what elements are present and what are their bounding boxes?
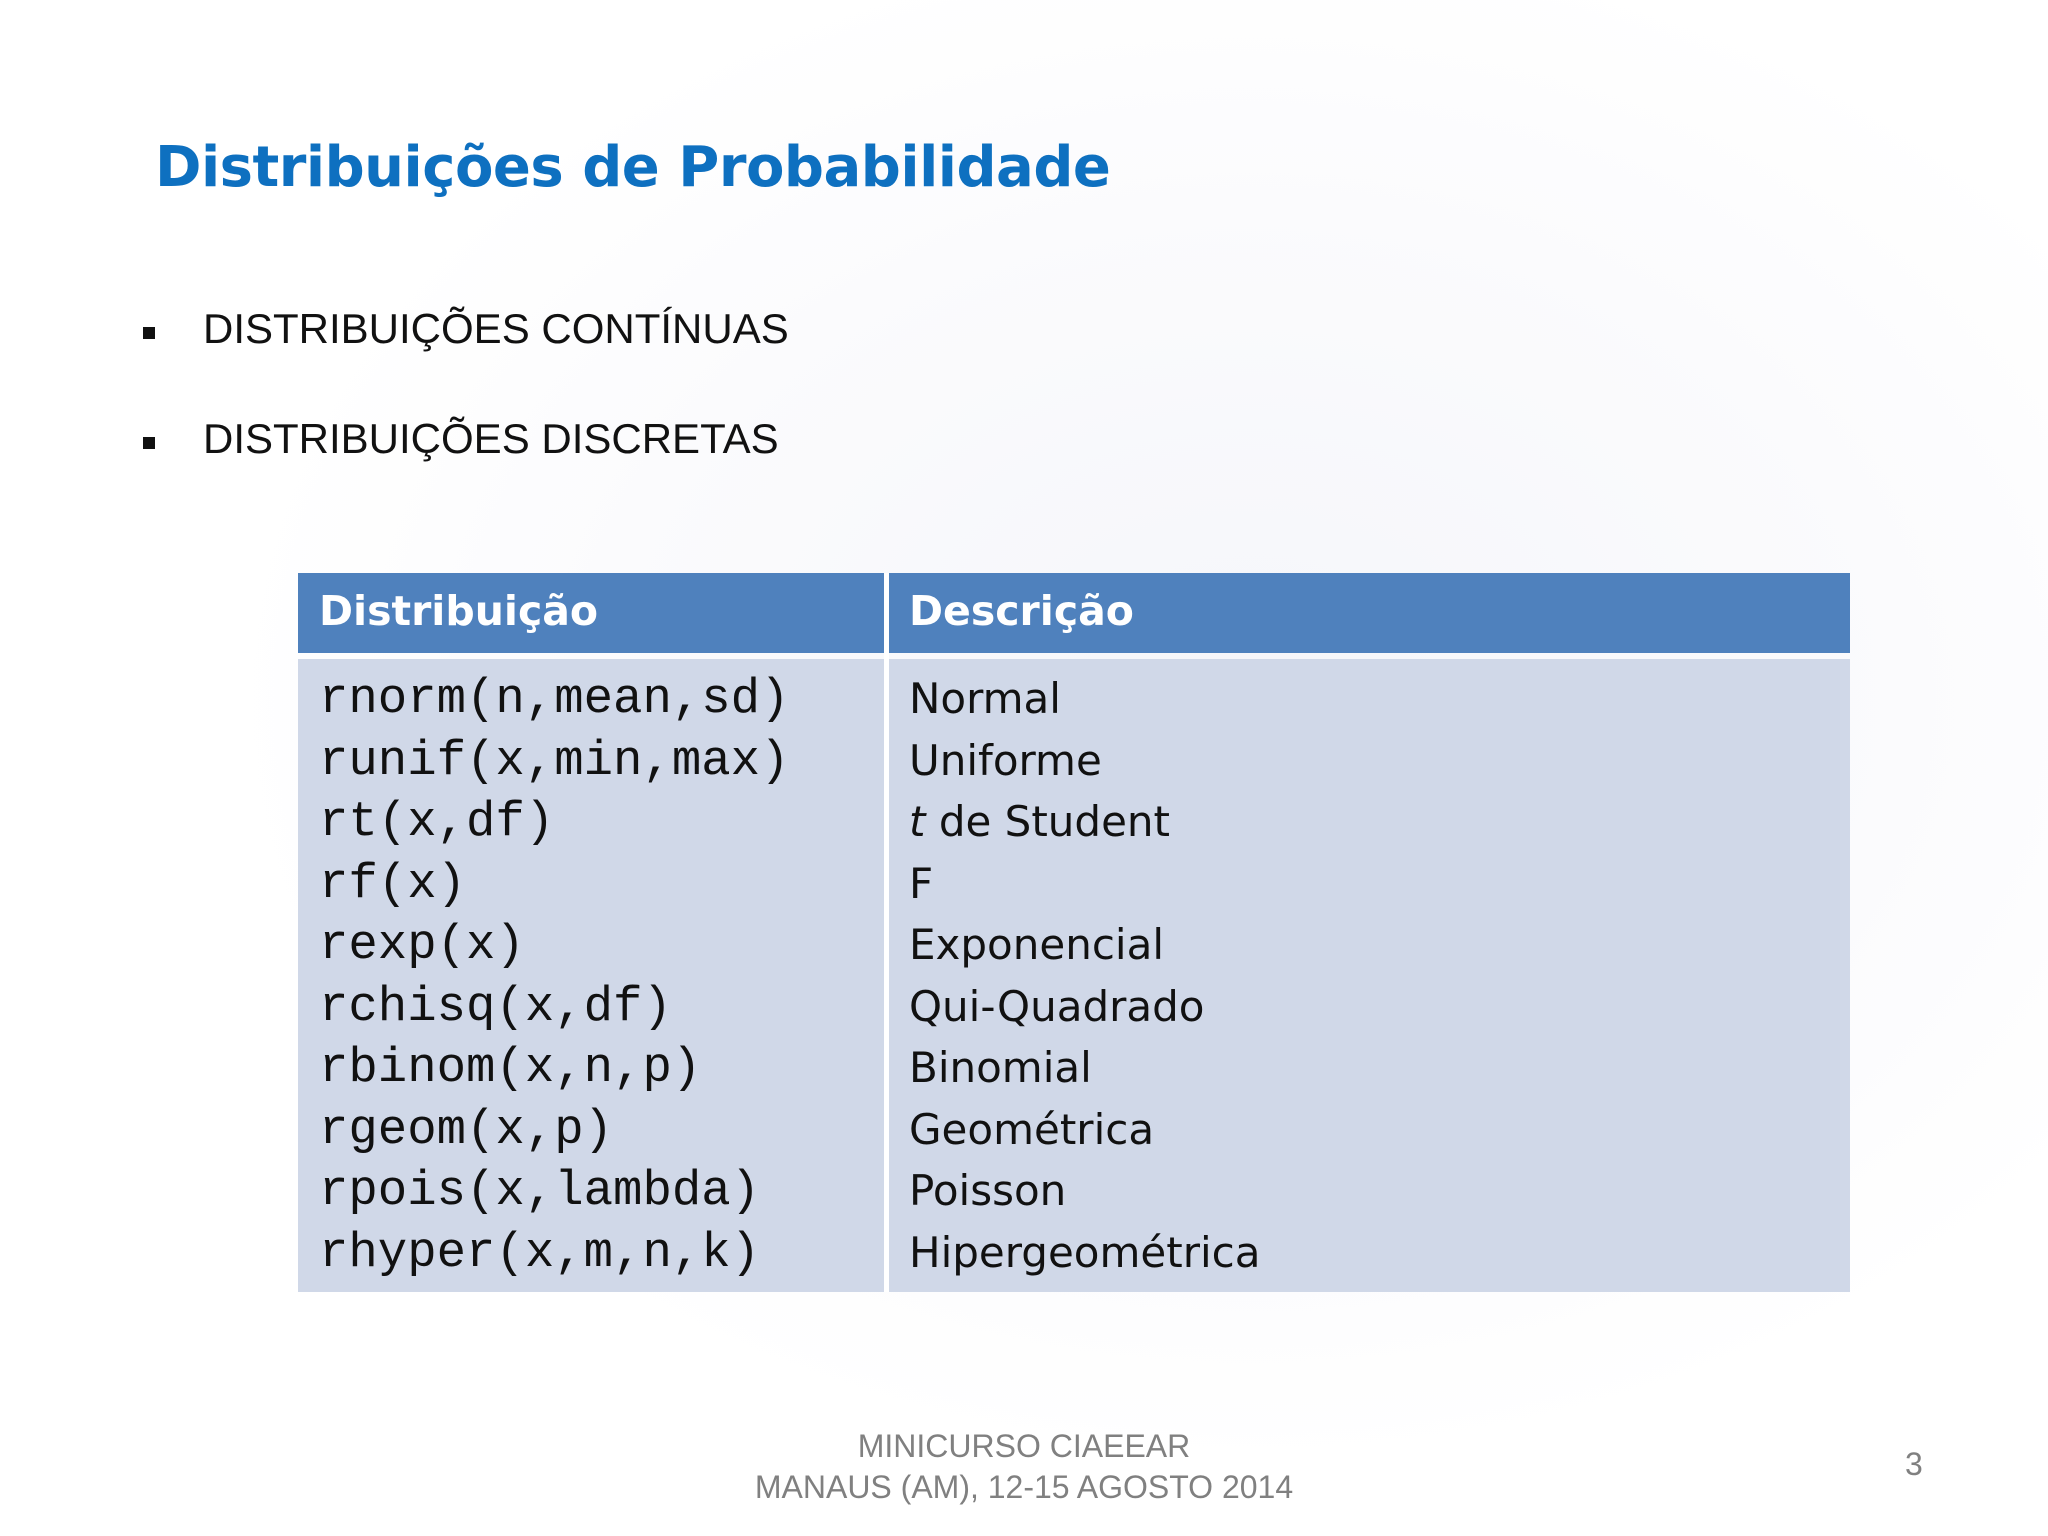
description-cell [909, 730, 1102, 792]
description-cell [909, 853, 933, 915]
description-text: Binomial [909, 1043, 1092, 1092]
description-cell [909, 976, 1204, 1038]
distribution-table [298, 573, 1850, 1292]
table-row [298, 1037, 1850, 1099]
footer-location-date: MANAUS (AM), 12-15 AGOSTO 2014 [754, 1469, 1294, 1505]
table-row [298, 1222, 1850, 1284]
description-text: F [909, 858, 934, 908]
description-text: Normal [909, 674, 1061, 723]
description-italic-part: t [909, 797, 926, 846]
description-text: Poisson [909, 1166, 1067, 1215]
table-header-row [298, 573, 1850, 653]
page-number: 3 [1905, 1446, 1923, 1482]
description-cell [909, 668, 1061, 730]
function-code-cell: rexp(x) [319, 917, 525, 973]
function-code-cell: rf(x) [319, 855, 467, 912]
slide-title: Distribuições de Probabilidade [155, 135, 1111, 200]
description-cell [909, 1037, 1092, 1099]
function-code-cell: rhyper(x,m,n,k) [319, 1224, 761, 1281]
function-code-cell: rnorm(n,mean,sd) [319, 671, 790, 727]
table-row [298, 1160, 1850, 1222]
function-code-cell: rgeom(x,p) [319, 1101, 614, 1158]
table-row [298, 791, 1850, 853]
slide-footer [0, 1426, 2048, 1508]
description-cell [909, 1160, 1066, 1222]
bullet-text: DISTRIBUIÇÕES CONTÍNUAS [203, 305, 789, 352]
function-code-cell: rbinom(x,n,p) [319, 1040, 702, 1096]
function-code-cell: runif(x,min,max) [319, 732, 790, 789]
table-header-description: Descrição [909, 587, 1134, 635]
square-bullet-icon [143, 327, 155, 339]
description-cell [909, 1099, 1154, 1161]
description-text: Hipergeométrica [909, 1227, 1261, 1277]
description-cell [909, 1222, 1260, 1284]
square-bullet-icon [143, 437, 155, 449]
function-code-cell: rpois(x,lambda) [319, 1163, 761, 1219]
description-text: Qui-Quadrado [909, 981, 1205, 1031]
table-row [298, 853, 1850, 915]
description-cell [909, 791, 1170, 853]
table-row [298, 914, 1850, 976]
function-code-cell: rt(x,df) [319, 794, 555, 850]
table-row [298, 1099, 1850, 1161]
description-text: Uniforme [909, 735, 1102, 785]
description-text: Geométrica [909, 1104, 1155, 1154]
function-code-cell: rchisq(x,df) [319, 978, 672, 1035]
table-row [298, 668, 1850, 730]
table-header-distribution: Distribuição [319, 587, 599, 635]
bullet-text: DISTRIBUIÇÕES DISCRETAS [203, 415, 779, 462]
table-row [298, 730, 1850, 792]
footer-course-name: MINICURSO CIAEEAR [857, 1428, 1191, 1464]
description-text: Exponencial [909, 920, 1164, 969]
table-row [298, 976, 1850, 1038]
description-text: de Student [925, 797, 1171, 846]
description-cell [909, 914, 1164, 976]
